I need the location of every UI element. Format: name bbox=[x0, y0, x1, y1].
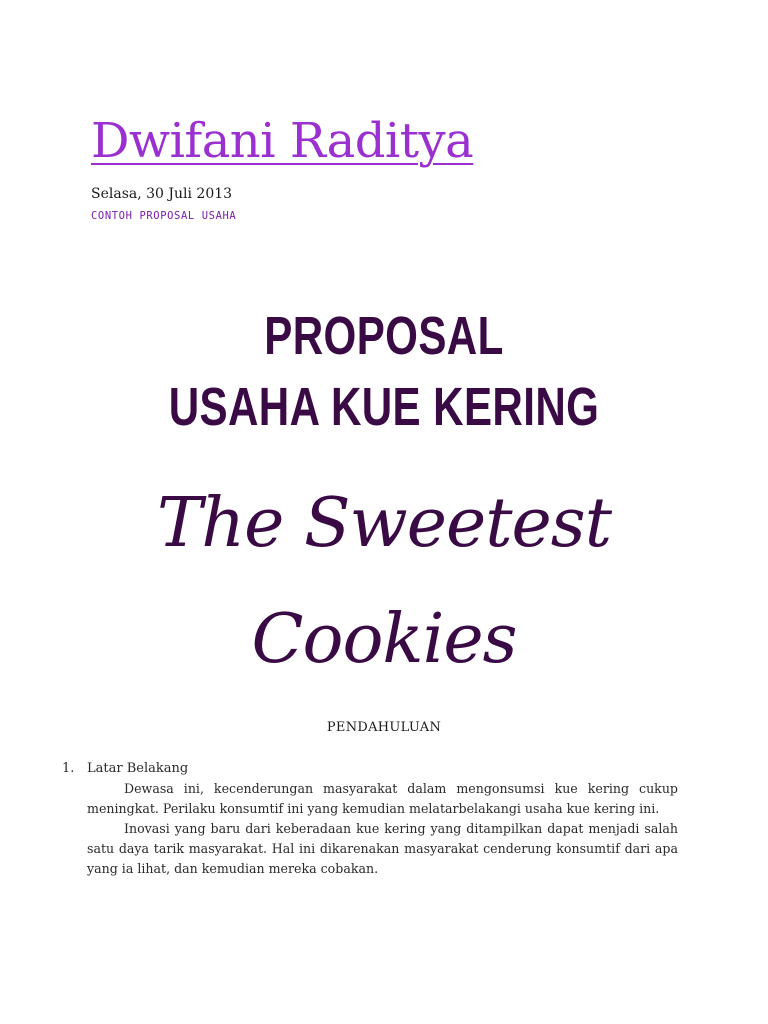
post-heading: CONTOH PROPOSAL USAHA bbox=[91, 210, 237, 222]
list-item bbox=[62, 759, 678, 879]
list-item-head bbox=[62, 759, 678, 779]
post-date: Selasa, 30 Juli 2013 bbox=[91, 186, 233, 202]
brand-title-line-1: The Sweetest bbox=[156, 484, 612, 563]
brand-title-line-2: Cookies bbox=[251, 600, 517, 679]
list-item-label: Latar Belakang bbox=[87, 761, 189, 776]
section-heading: PENDAHULUAN bbox=[326, 720, 442, 735]
blog-title-link[interactable]: Dwifani Raditya bbox=[91, 113, 474, 169]
paragraph: Dewasa ini, kecenderungan masyarakat dalam mengonsumsi kue kering cukup meningkat. Perilaku konsumtif ini yang kemudian melatarbelakangi usaha kue kering ini. bbox=[87, 781, 678, 816]
proposal-title-line-1: PROPOSAL bbox=[264, 306, 504, 366]
numbered-list bbox=[62, 759, 678, 879]
proposal-title-line-2: USAHA KUE KERING bbox=[168, 377, 600, 437]
list-item-number: 1. bbox=[62, 761, 75, 776]
paragraph: Inovasi yang baru dari keberadaan kue kering yang ditampilkan dapat menjadi salah satu daya tarik masyarakat. Hal ini dikarenakan masyarakat cenderung konsumtif dari apa yang ia lihat, dan kemudian mereka cobakan. bbox=[87, 821, 678, 876]
